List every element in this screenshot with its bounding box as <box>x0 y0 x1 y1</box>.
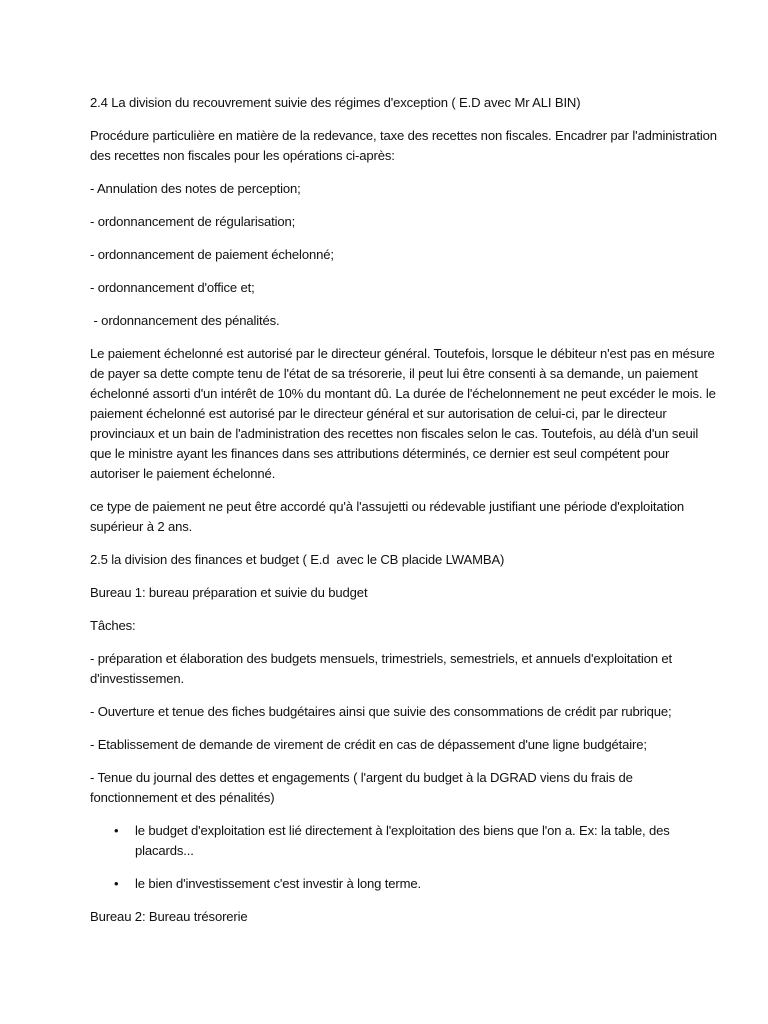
tasks-label: Tâches: <box>90 618 136 633</box>
payment-condition-paragraph: ce type de paiement ne peut être accordé qu'à l'assujetti ou rédevable justifiant une période d'exploitation supérieur à 2 ans. <box>90 499 685 534</box>
bullet-item <box>90 821 718 861</box>
bullet-text: le bien d'investissement c'est investir à long terme. <box>135 876 421 891</box>
operation-item: - ordonnancement de régularisation; <box>90 214 296 229</box>
bullet-item <box>90 874 718 894</box>
operation-item: - ordonnancement des pénalités. <box>90 313 280 328</box>
operation-item: - ordonnancement de paiement échelonné; <box>90 247 334 262</box>
section-heading-2-4: 2.4 La division du recouvrement suivie des régimes d'exception ( E.D avec Mr ALI BIN) <box>90 95 581 110</box>
task-item: - Etablissement de demande de virement de crédit en cas de dépassement d'une ligne budgétaire; <box>90 737 647 752</box>
bullet-icon: • <box>114 823 119 838</box>
bureau-2-heading: Bureau 2: Bureau trésorerie <box>90 909 248 924</box>
procedure-paragraph: Procédure particulière en matière de la redevance, taxe des recettes non fiscales. Encadrer par l'administration des recettes non fiscales pour les opérations ci-après: <box>90 128 717 163</box>
task-item: - Tenue du journal des dettes et engagements ( l'argent du budget à la DGRAD viens du frais de fonctionnement et des pénalités) <box>90 770 633 805</box>
bullet-icon: • <box>114 876 119 891</box>
bullet-text: le budget d'exploitation est lié directement à l'exploitation des biens que l'on a. Ex: la table, des placards... <box>135 823 670 858</box>
operation-item: - ordonnancement d'office et; <box>90 280 255 295</box>
task-item: - préparation et élaboration des budgets mensuels, trimestriels, semestriels, et annuels d'exploitation et d'investissemen. <box>90 651 672 686</box>
task-item: - Ouverture et tenue des fiches budgétaires ainsi que suivie des consommations de crédit par rubrique; <box>90 704 672 719</box>
bureau-1-heading: Bureau 1: bureau préparation et suivie du budget <box>90 585 368 600</box>
document-page <box>90 93 718 940</box>
bullet-list <box>90 821 718 894</box>
section-heading-2-5: 2.5 la division des finances et budget ( E.d avec le CB placide LWAMBA) <box>90 552 505 567</box>
operation-item: - Annulation des notes de perception; <box>90 181 301 196</box>
payment-paragraph: Le paiement échelonné est autorisé par le directeur général. Toutefois, lorsque le débiteur n'est pas en mésure de payer sa dette compte tenu de l'état de sa trésorerie, il peut lui être consenti à sa demande, un paiement échelonné assorti d'un intérêt de 10% du montant dû. La durée de l'échelonnement ne peut excéder le mois. le paiement échelonné est autorisé par le directeur général et sur autorisation de celui-ci, par le directeur provinciaux et un bain de l'administration des recettes non fiscales selon le cas. Toutefois, au délà d'un seuil que le ministre ayant les finances dans ses attributions déterminés, ce dernier est seul compétent pour autoriser le paiement échelonné. <box>90 346 716 481</box>
